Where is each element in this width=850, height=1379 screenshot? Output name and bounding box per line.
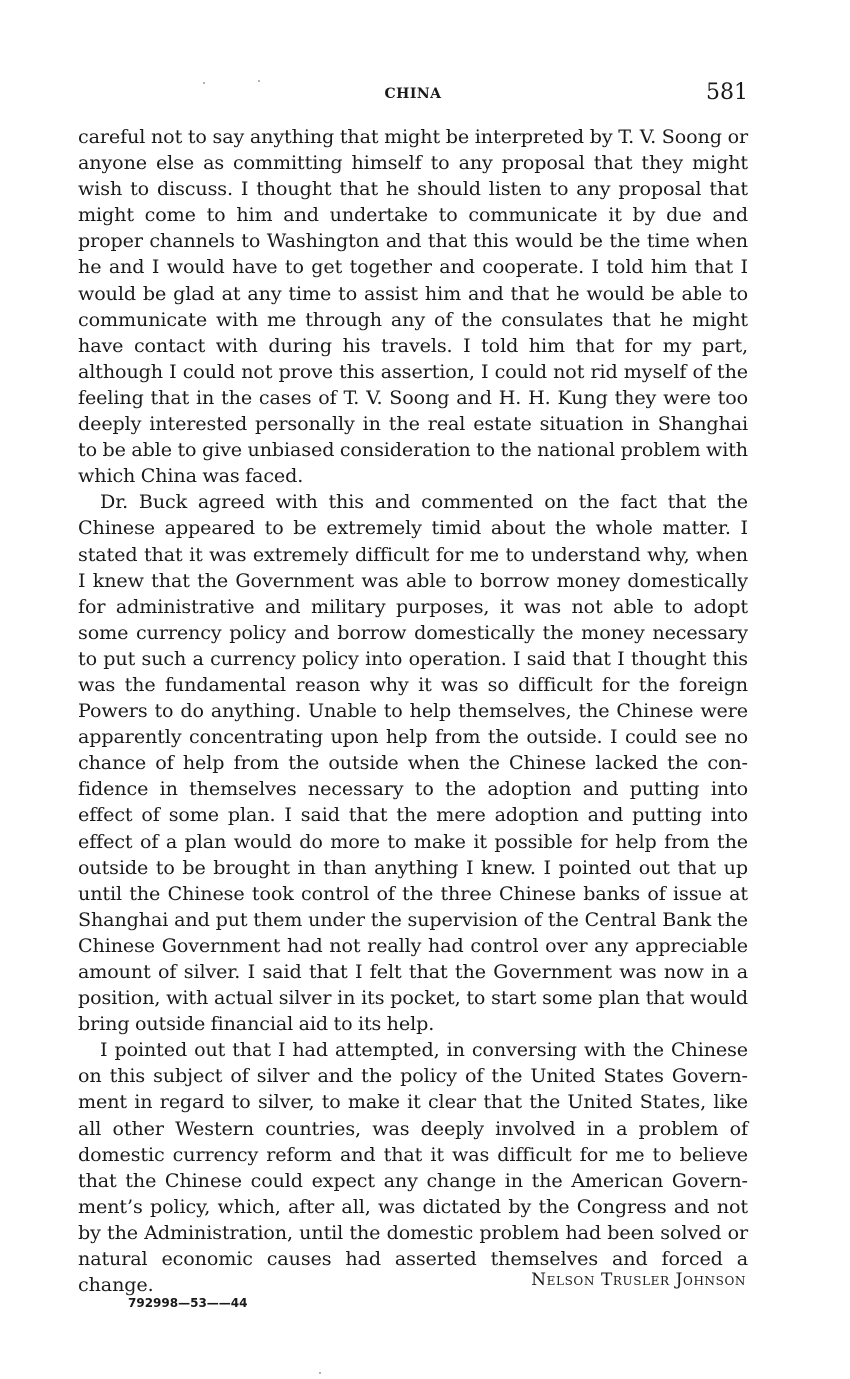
body-text — [78, 124, 748, 1298]
print-speck — [258, 80, 260, 82]
page-number: 581 — [706, 80, 748, 105]
print-speck — [203, 82, 205, 84]
paragraph-3: I pointed out that I had attempted, in conversing with the Chinese on this subject of silver and the policy of the United States Government in regard to silver, to make it clear that the United States, like all other Western countries, was deeply involved in a problem of domestic currency reform and that it was difficult for me to believe that the Chinese could expect any change in the American Government’s policy, which, after all, was dictated by the Congress and not by the Administration, until the domestic problem had been solved or natural economic causes had asserted themselves and forced a change. — [78, 1038, 748, 1297]
footer-print-code: 792998—53——44 — [128, 1296, 248, 1310]
print-speck — [319, 1372, 321, 1374]
paragraph-1: careful not to say anything that might be interpreted by T. V. Soong or anyone else as committing himself to any proposal that they might wish to discuss. I thought that he should listen to any proposal that might come to him and undertake to communicate it by due and proper channels to Washington and that this would be the time when he and I would have to get together and cooperate. I told him that I would be glad at any time to assist him and that he would be able to communicate with me through any of the consulates that he might have contact with during his travels. I told him that for my part, although I could not prove this assertion, I could not rid myself of the feeling that in the cases of T. V. Soong and H. H. Kung they were too deeply interested personally in the real estate situation in Shanghai to be able to give unbiased consideration to the national problem with which China was faced. — [78, 125, 748, 488]
running-head — [78, 80, 748, 110]
signature: Nelson Trusler Johnson — [531, 1270, 746, 1290]
running-title: CHINA — [384, 86, 442, 102]
paragraph-2: Dr. Buck agreed with this and commented on the fact that the Chinese appeared to be extremely timid about the whole matter. I stated that it was extremely difficult for me to understand why, when I knew that the Government was able to borrow money domestically for administrative and military purposes, it was not able to adopt some currency policy and borrow domestically the money necessary to put such a currency policy into operation. I said that I thought this was the fundamental reason why it was so difficult for the foreign Powers to do anything. Unable to help themselves, the Chinese were apparently concentrating upon help from the outside. I could see no chance of help from the outside when the Chinese lacked the confidence in themselves necessary to the adoption and putting into effect of some plan. I said that the mere adoption and putting into effect of a plan would do more to make it possible for help from the outside to be brought in than anything I knew. I pointed out that up until the Chinese took control of the three Chinese banks of issue at Shanghai and put them under the supervision of the Central Bank the Chinese Government had not really had control over any appreciable amount of silver. I said that I felt that the Government was now in a position, with actual silver in its pocket, to start some plan that would bring outside financial aid to its help. — [78, 490, 748, 1036]
